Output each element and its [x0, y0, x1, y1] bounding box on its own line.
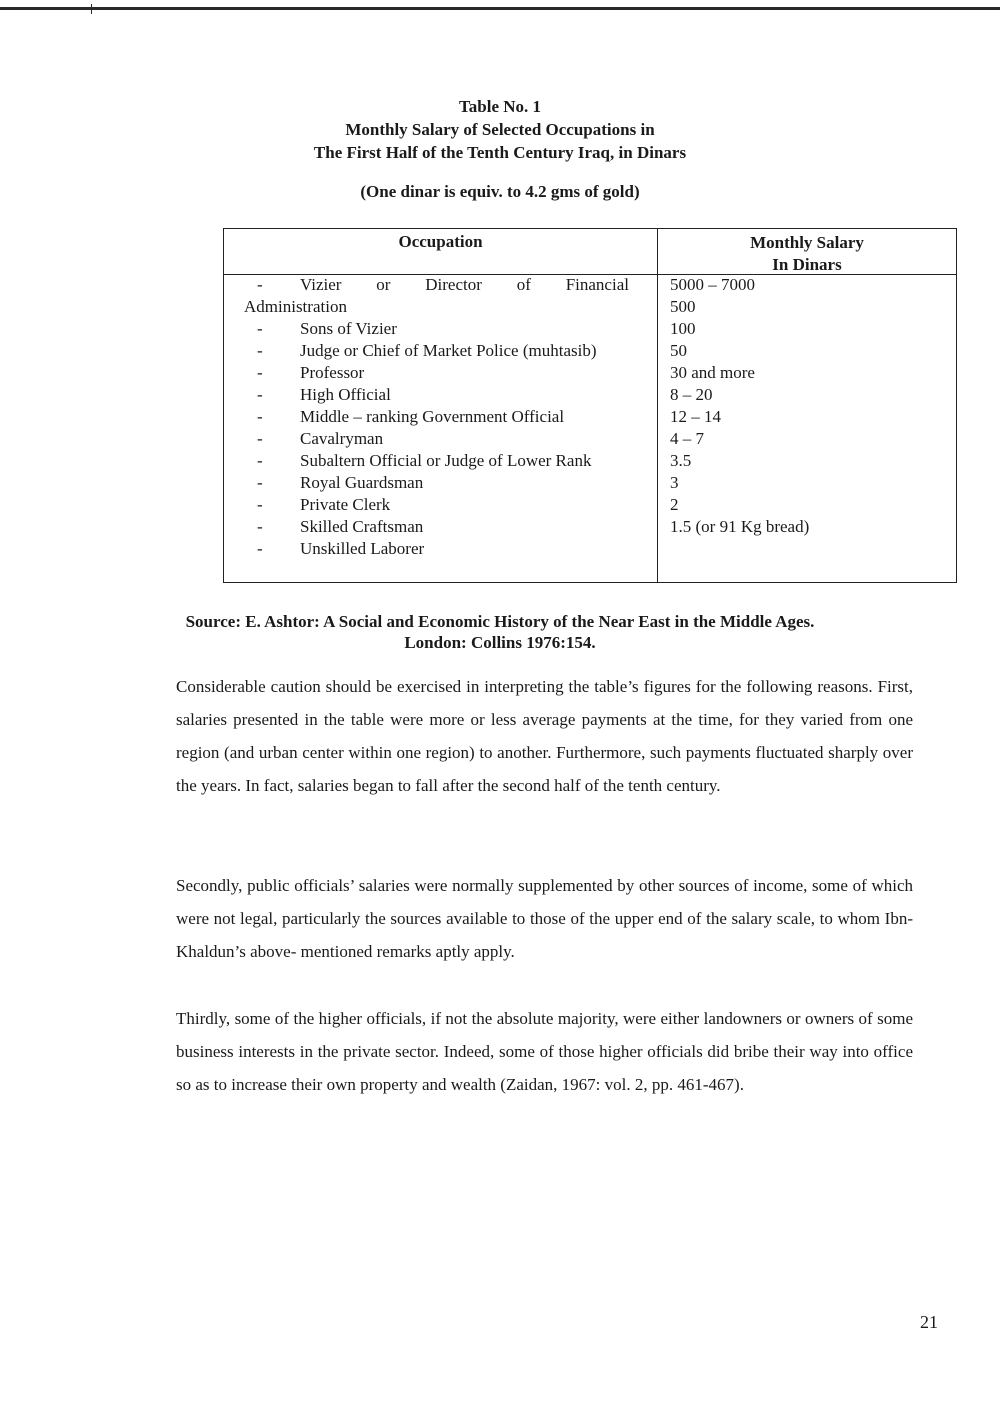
occupation-row — [224, 340, 657, 362]
row-dash: - — [257, 473, 263, 492]
occupation-cell: Private Clerk — [300, 495, 391, 514]
table-title-block — [0, 95, 1000, 203]
occupation-cell: High Official — [300, 385, 391, 404]
salary-cell: 50 — [670, 341, 687, 360]
occupation-row — [224, 274, 657, 296]
occupation-cell: Cavalryman — [300, 429, 384, 448]
occupation-word: Director — [425, 275, 482, 294]
occupation-row — [224, 428, 657, 450]
occupation-row — [224, 516, 657, 538]
salary-cell: 12 – 14 — [670, 407, 721, 426]
row-dash: - — [257, 319, 263, 338]
occupation-cell: Judge or Chief of Market Police (muhtasib) — [300, 341, 597, 360]
occupation-row — [224, 362, 657, 384]
salary-header-line-2: In Dinars — [772, 255, 842, 274]
top-rule — [0, 7, 1000, 10]
column-divider — [657, 229, 658, 582]
top-rule-tick — [91, 4, 92, 14]
occupation-cell: Subaltern Official or Judge of Lower Rank — [300, 451, 592, 470]
occupation-word: of — [516, 275, 531, 294]
occupation-cell — [300, 274, 629, 296]
salary-cell: 100 — [670, 319, 696, 338]
occupation-row — [224, 472, 657, 494]
table-number: Table No. 1 — [458, 97, 542, 116]
occupation-row — [224, 538, 657, 560]
occupation-row — [224, 494, 657, 516]
occupation-cell: Sons of Vizier — [300, 319, 397, 338]
body-paragraph: Considerable caution should be exercised in interpreting the table’s figures for the following reasons. First, salaries presented in the table were more or less average payments at the time, for they varied from one region (and urban center within one region) to another. Furthermore, such payments fluctuated sharply over the years. In fact, salaries began to fall after the second half of the tenth century. — [176, 677, 913, 795]
occupation-cell: Administration — [244, 297, 347, 316]
salary-cell: 30 and more — [670, 363, 755, 382]
conversion-note: (One dinar is equiv. to 4.2 gms of gold) — [360, 182, 640, 201]
table-title-line-2: The First Half of the Tenth Century Iraq, in Dinars — [313, 143, 687, 162]
occupation-word: Financial — [565, 275, 629, 294]
row-dash: - — [257, 495, 263, 514]
salary-cell: 3 — [670, 473, 679, 492]
occupation-row — [224, 450, 657, 472]
source-line-1: Source: E. Ashtor: A Social and Economic History of the Near East in the Middle Ages. — [185, 612, 815, 631]
salary-table — [223, 228, 957, 583]
body-paragraph: Thirdly, some of the higher officials, if not the absolute majority, were either landowners or owners of some business interests in the private sector. Indeed, some of those higher officials did bribe their way into office so as to increase their own property and wealth (Zaidan, 1967: vol. 2, pp. 461-467). — [176, 1009, 913, 1094]
occupation-word: Vizier — [300, 275, 342, 294]
occupation-row — [224, 406, 657, 428]
salary-cell: 2 — [670, 495, 679, 514]
row-dash: - — [257, 451, 263, 470]
salary-cell: 1.5 (or 91 Kg bread) — [670, 517, 810, 536]
row-dash: - — [257, 341, 263, 360]
salary-cell: 500 — [670, 297, 696, 316]
body-paragraph: Secondly, public officials’ salaries were normally supplemented by other sources of income, some of which were not legal, particularly the sources available to those of the upper end of the salary scale, to whom Ibn-Khaldun’s above- mentioned remarks aptly apply. — [176, 876, 913, 961]
table-title-line-1: Monthly Salary of Selected Occupations in — [345, 120, 655, 139]
page-number: 21 — [920, 1312, 938, 1332]
occupation-cell: Skilled Craftsman — [300, 517, 424, 536]
occupation-cell: Royal Guardsman — [300, 473, 424, 492]
row-dash: - — [257, 385, 263, 404]
occupation-row-continued — [224, 296, 657, 318]
row-dash: - — [257, 275, 263, 294]
salary-cell: 5000 – 7000 — [670, 275, 755, 294]
source-citation — [0, 611, 1000, 653]
source-line-2: London: Collins 1976:154. — [404, 633, 596, 652]
row-dash: - — [257, 363, 263, 382]
salary-cell: 3.5 — [670, 451, 692, 470]
row-dash: - — [257, 429, 263, 448]
row-dash: - — [257, 539, 263, 558]
occupation-row — [224, 318, 657, 340]
row-dash: - — [257, 517, 263, 536]
occupation-cell: Professor — [300, 363, 365, 382]
occupation-header: Occupation — [398, 232, 483, 251]
occupation-word: or — [376, 275, 391, 294]
occupation-cell: Unskilled Laborer — [300, 539, 425, 558]
row-dash: - — [257, 407, 263, 426]
salary-cell: 4 – 7 — [670, 429, 704, 448]
salary-header — [658, 232, 956, 276]
occupation-cell: Middle – ranking Government Official — [300, 407, 565, 426]
salary-header-line-1: Monthly Salary — [750, 233, 864, 252]
occupation-row — [224, 384, 657, 406]
salary-cell: 8 – 20 — [670, 385, 713, 404]
